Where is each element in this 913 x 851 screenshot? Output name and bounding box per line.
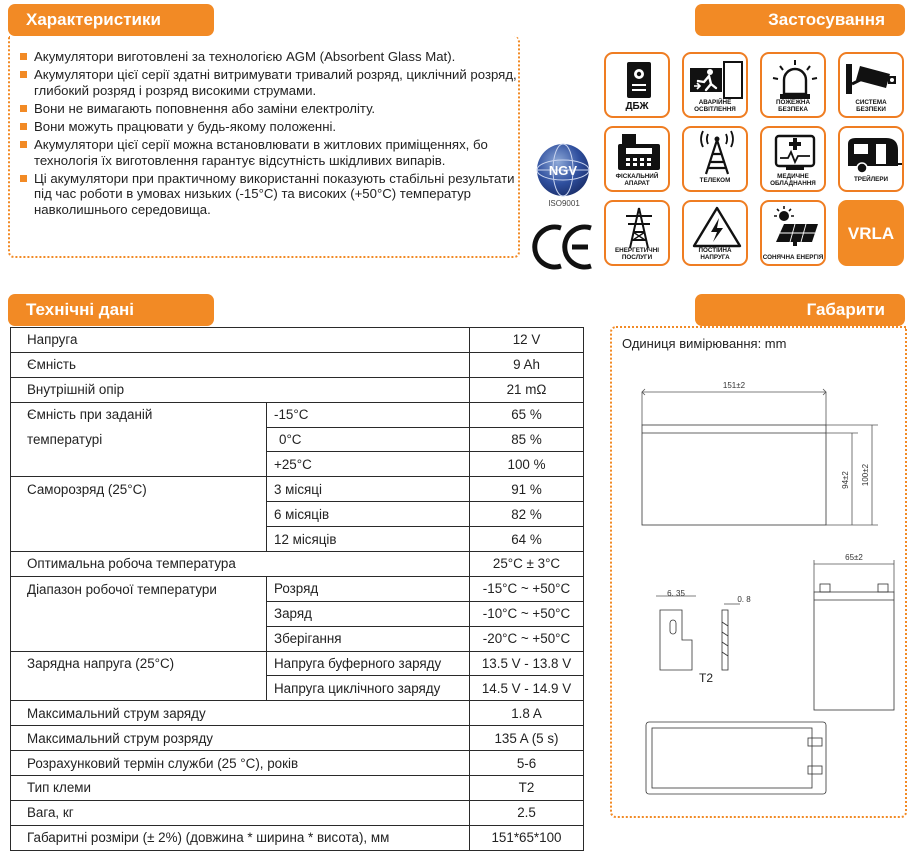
dim-height-total: 100±2 [861,463,870,487]
spec-sublabel: Заряд [267,601,470,626]
spec-label: Вага, кг [11,800,470,825]
table-row [11,701,584,726]
table-row [11,776,584,801]
spec-value: 1.8 A [470,701,584,726]
dimensions-drawing [612,370,902,810]
spec-label: Габаритні розміри (± 2%) (довжина * ширина * висота), мм [11,825,470,850]
table-row [11,751,584,776]
spec-value: 14.5 V - 14.9 V [470,676,584,701]
dim-terminal-thickness: 0. 8 [737,595,751,604]
spec-value: T2 [470,776,584,801]
characteristic-item: Вони не вимагають поповнення або заміни електроліту. [20,101,520,116]
ce-mark [531,219,597,275]
top-view [646,722,826,794]
table-row [11,352,584,377]
app-medical [760,126,826,192]
tech-data-header [8,294,214,326]
spec-label: Розрахунковий термін служби (25 °C), років [11,751,470,776]
front-view [642,389,878,525]
spec-label: Ємність [11,352,470,377]
app-label: ЕНЕРГЕТИЧНІ ПОСЛУГИ [614,247,659,261]
table-row [11,477,584,502]
spec-label: Ємність при заданій [11,402,267,427]
spec-label: Напруга [11,328,470,353]
spec-sublabel: Напруга циклічного заряду [267,676,470,701]
spec-value: 25°C ± 3°C [470,552,584,577]
characteristic-item: Акумулятори цієї серії здатні витримувати тривалий розряд, циклічний розряд, глибокий розряд і розряд високими струмами. [20,67,520,98]
app-label: ТЕЛЕКОМ [699,177,731,184]
spec-value: 12 V [470,328,584,353]
spec-label: Зарядна напруга (25°C) [11,651,267,676]
spec-value: 65 % [470,402,584,427]
app-label: АВАРІЙНЕ ОСВІТЛЕННЯ [694,99,736,113]
table-row [11,552,584,577]
app-label: ДБЖ [625,101,649,112]
table-row [11,576,584,601]
spec-value: -20°C ~ +50°C [470,626,584,651]
table-row [11,651,584,676]
units-label: Одиниця вимірювання: mm [622,336,787,351]
side-view [814,560,894,710]
table-row [11,527,584,552]
app-label: СОНЯЧНА ЕНЕРГІЯ [762,254,824,261]
table-row [11,676,584,701]
spec-value: 2.5 [470,800,584,825]
table-row [11,427,584,452]
applications-header [695,4,905,36]
spec-sublabel: 3 місяці [267,477,470,502]
app-label: ТРЕЙЛЕРИ [853,176,889,183]
dim-length: 151±2 [722,381,746,390]
spec-label: Максимальний струм розряду [11,726,470,751]
spec-sublabel: Зберігання [267,626,470,651]
table-row [11,601,584,626]
characteristics-title: Характеристики [26,10,161,29]
spec-value: 13.5 V - 13.8 V [470,651,584,676]
spec-sublabel: -15°C [267,402,470,427]
table-row [11,825,584,850]
spec-sublabel: +25°C [267,452,470,477]
table-row [11,402,584,427]
characteristics-list [20,49,520,220]
spec-value: 85 % [470,427,584,452]
app-vrla-badge [838,200,904,266]
ce-icon [531,219,597,275]
spec-value: 82 % [470,502,584,527]
characteristic-item: Ці акумулятори при практичному використанні показують стабільні результати під час роботи в умовах низьких (-15°C) та високих (+50°C) температур навколишнього середовища. [20,171,520,217]
table-row [11,328,584,353]
vrla-text: VRLA [847,224,895,243]
spec-label: Оптимальна робоча температура [11,552,470,577]
spec-label: Внутрішній опір [11,377,470,402]
spec-label: Діапазон робочої температури [11,576,267,601]
characteristic-item: Акумулятори виготовлені за технологією AGM (Absorbent Glass Mat). [20,49,520,64]
dim-width: 65±2 [845,553,863,562]
characteristics-header [8,4,214,36]
spec-value: 9 Ah [470,352,584,377]
spec-value: 135 A (5 s) [470,726,584,751]
spec-value: 5-6 [470,751,584,776]
terminal-detail [656,596,740,670]
app-label: ПОЖЕЖНА БЕЗПЕКА [775,99,811,113]
app-emergency-light [682,52,748,118]
app-telecom [682,126,748,192]
app-label: МЕДИЧНЕ ОБЛАДНАННЯ [770,173,816,187]
app-fire-safety [760,52,826,118]
table-row [11,452,584,477]
table-row [11,726,584,751]
spec-label: температурі [11,427,267,452]
characteristic-item: Вони можуть працювати у будь-якому положенні. [20,119,520,134]
table-row [11,800,584,825]
spec-sublabel: 0°C [267,427,470,452]
ngv-logo [535,142,591,198]
app-trailers [838,126,904,192]
app-ups [604,52,670,118]
ngv-text: NGV [548,163,578,178]
table-row [11,502,584,527]
ngv-globe-icon [535,142,591,198]
iso-label: ISO9001 [548,199,580,208]
spec-value: 91 % [470,477,584,502]
spec-table [10,327,584,851]
spec-value: 151*65*100 [470,825,584,850]
dim-terminal-width: 6. 35 [667,589,685,598]
app-solar [760,200,826,266]
spec-value: 64 % [470,527,584,552]
app-constant-voltage [682,200,748,266]
spec-value: -10°C ~ +50°C [470,601,584,626]
dimensions-header [695,294,905,326]
spec-sublabel: 6 місяців [267,502,470,527]
dim-height-body: 94±2 [841,471,850,489]
spec-value: 100 % [470,452,584,477]
characteristic-item: Акумулятори цієї серії можна встановлювати в житлових приміщеннях, бо технологія їх виготовлення гарантує відсутність шкідливих випарів. [20,137,520,168]
app-label: ФІСКАЛЬНИЙ АПАРАТ [615,173,659,187]
spec-sublabel: Напруга буферного заряду [267,651,470,676]
dimensions-title: Габарити [806,300,885,319]
spec-label: Саморозряд (25°C) [11,477,267,502]
app-security-system [838,52,904,118]
app-fiscal [604,126,670,192]
spec-label: Тип клеми [11,776,470,801]
table-row [11,626,584,651]
app-label: ПОСТІЙНА НАПРУГА [698,247,732,261]
spec-value: -15°C ~ +50°C [470,576,584,601]
terminal-type-label: T2 [698,671,714,685]
app-energy-services [604,200,670,266]
applications-title: Застосування [768,10,885,29]
spec-sublabel: Розряд [267,576,470,601]
spec-label: Максимальний струм заряду [11,701,470,726]
spec-sublabel: 12 місяців [267,527,470,552]
spec-value: 21 mΩ [470,377,584,402]
app-label: СИСТЕМА БЕЗПЕКИ [855,99,887,113]
table-row [11,377,584,402]
tech-data-title: Технічні дані [26,300,135,319]
